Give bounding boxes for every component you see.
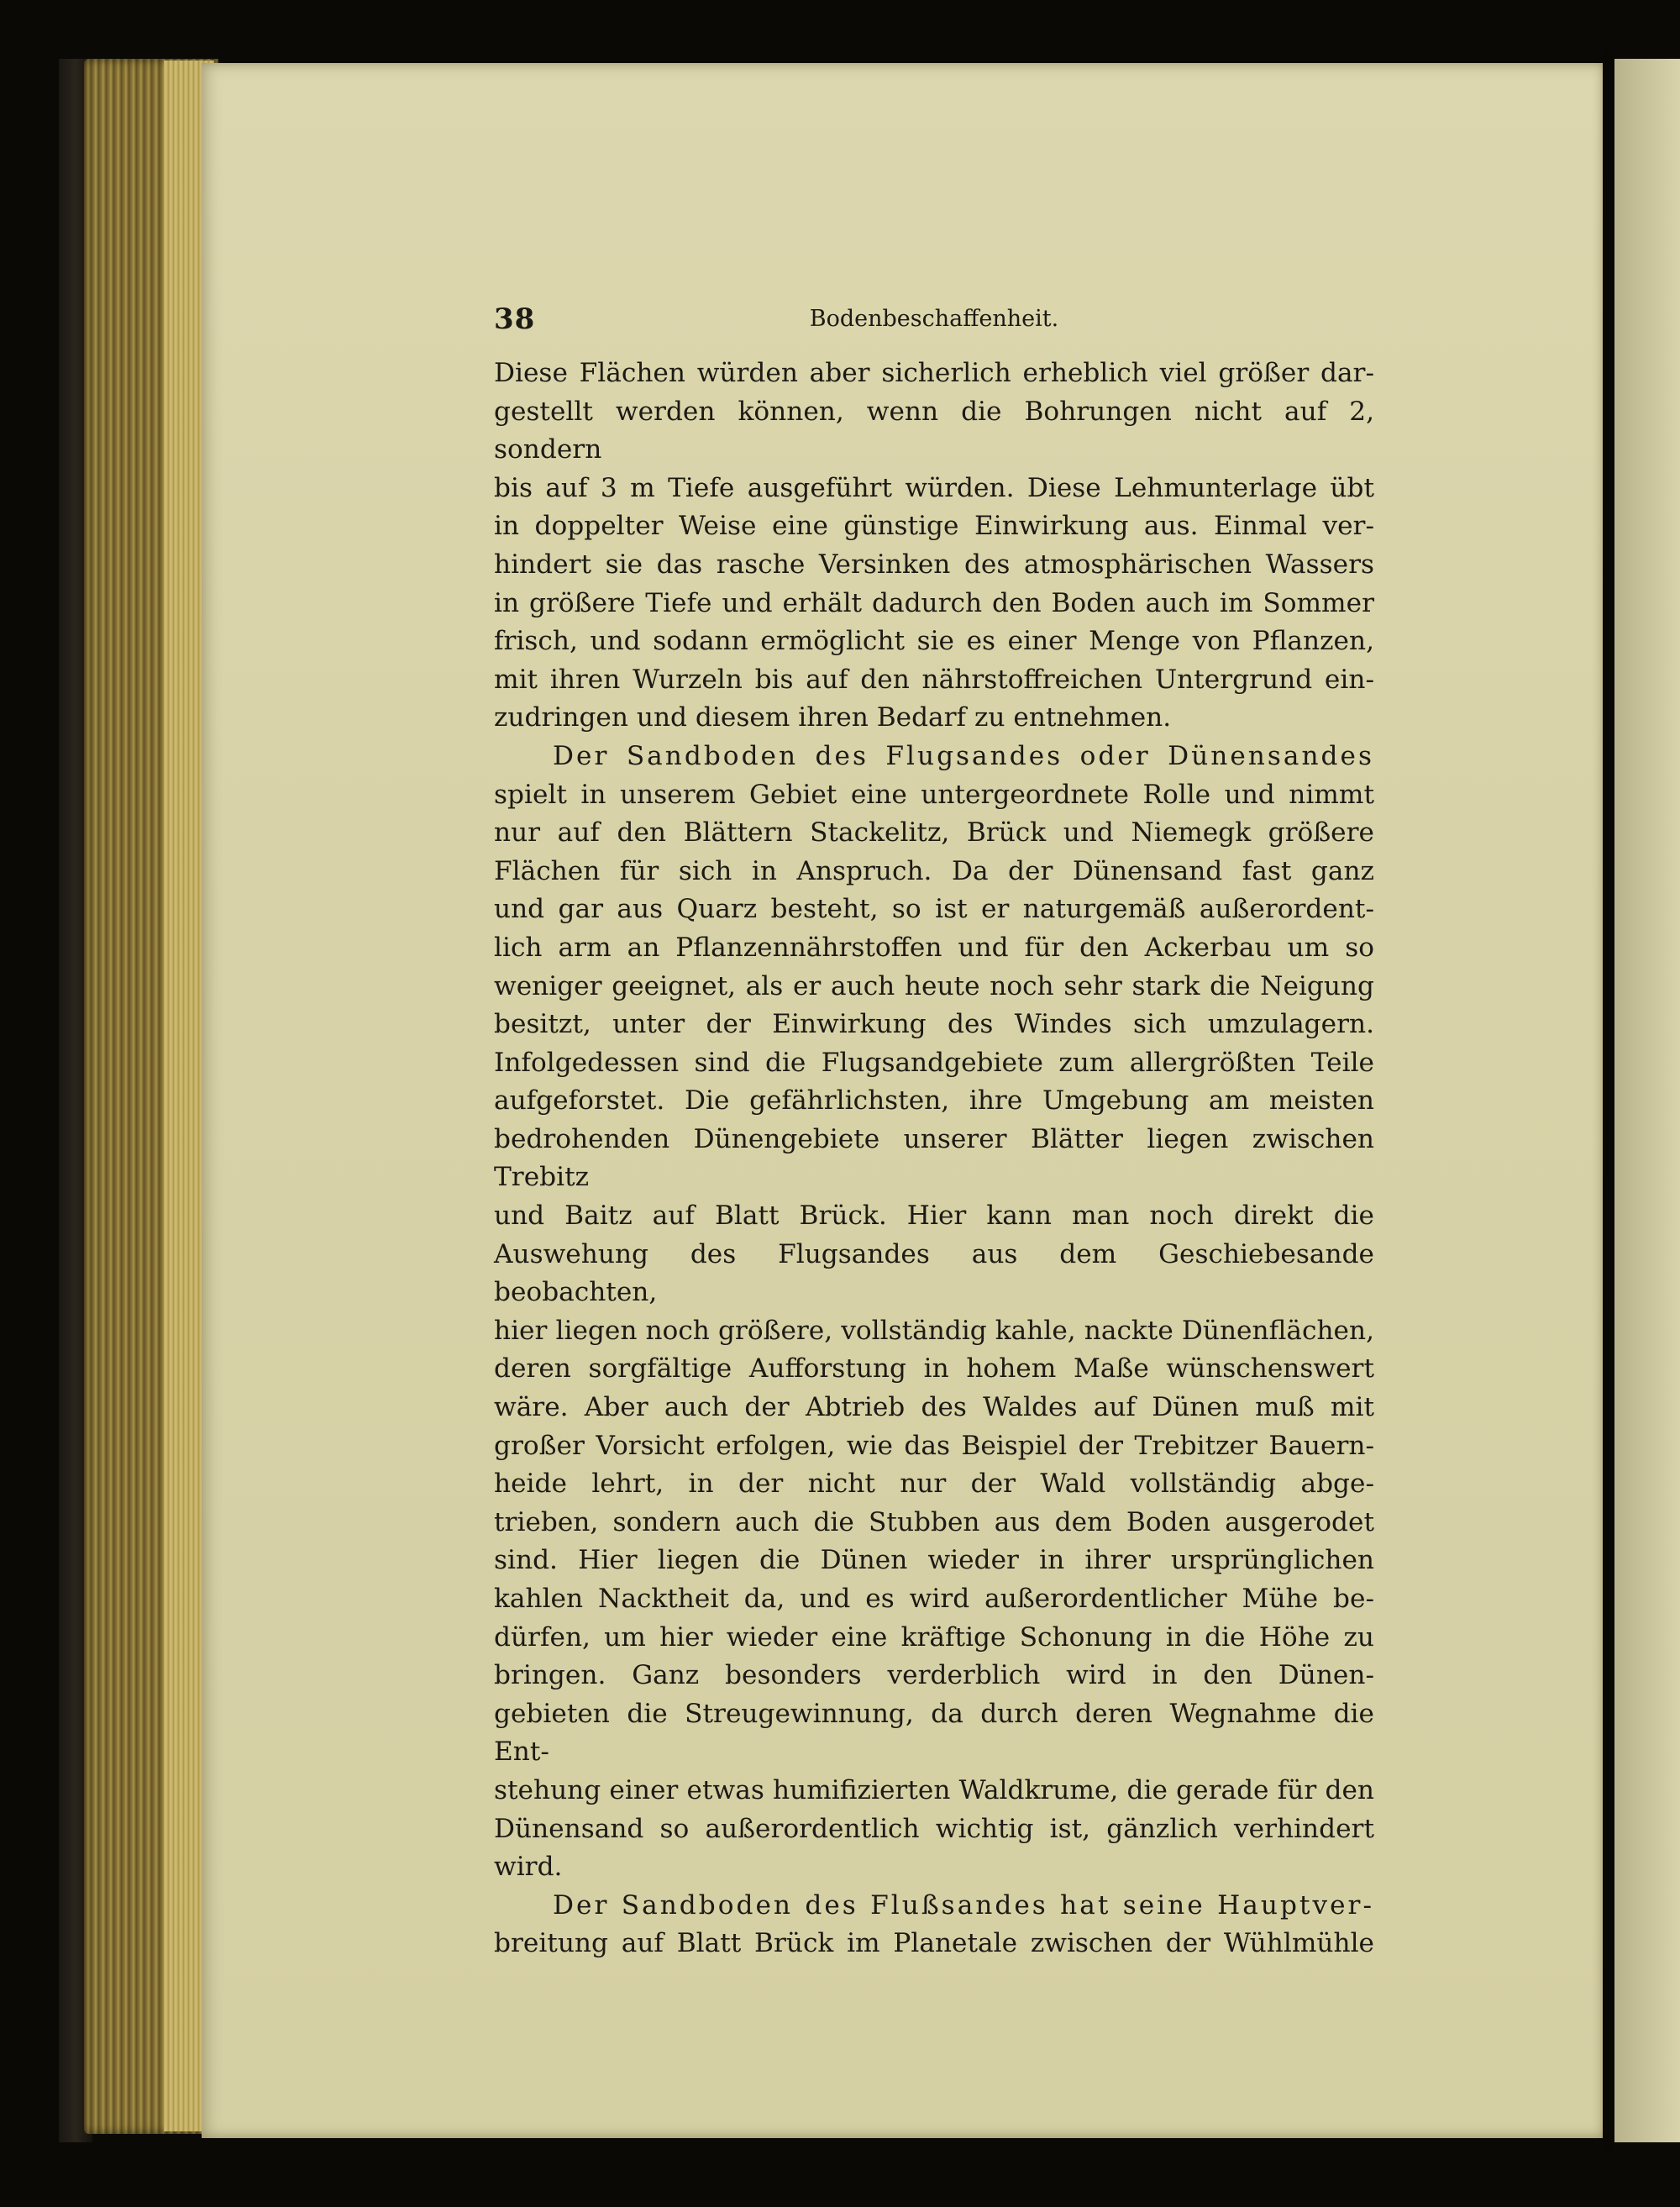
text-line: in doppelter Weise eine günstige Einwirkung aus. Einmal ver- [494,511,1374,542]
facing-page-edge [1614,59,1680,2142]
text-line: zudringen und diesem ihren Bedarf zu entnehmen. [494,702,1172,733]
text-line: Der Sandboden des Flugsandes oder Dünensandes [553,740,1374,771]
text-line: Diese Flächen würden aber sicherlich erheblich viel größer dar- [494,358,1374,388]
text-line: kahlen Nacktheit da, und es wird außerordentlicher Mühe be- [494,1584,1374,1614]
text-line: bis auf 3 m Tiefe ausgeführt würden. Diese Lehmunterlage übt [494,472,1374,503]
text-line: weniger geeignet, als er auch heute noch sehr stark die Neigung [494,970,1374,1001]
text-line: wäre. Aber auch der Abtrieb des Waldes auf Dünen muß mit [494,1392,1374,1423]
text-line: aufgeforstet. Die gefährlichsten, ihre Umgebung am meisten [494,1085,1374,1117]
text-line: trieben, sondern auch die Stubben aus dem Boden ausgerodet [494,1506,1374,1537]
text-line: in größere Tiefe und erhält dadurch den Boden auch im Sommer [494,587,1374,618]
text-line: hindert sie das rasche Versinken des atmosphärischen Wassers [494,549,1374,580]
text-line: besitzt, unter der Einwirkung des Windes sich umzulagern. [494,1009,1374,1040]
text-line: sind. Hier liegen die Dünen wieder in ihrer ursprünglichen [494,1545,1374,1576]
gutter-shadow [1603,50,1614,2151]
text-line: hier liegen noch größere, vollständig kahle, nackte Dünenflächen, [494,1315,1374,1346]
page-text-block [494,302,1374,1963]
text-line: mit ihren Wurzeln bis auf den nährstoffreichen Untergrund ein- [494,664,1374,695]
page-header [494,302,1374,343]
text-line: bringen. Ganz besonders verderblich wird in den Dünen- [494,1660,1374,1691]
running-head: Bodenbeschaffenheit. [809,306,1059,332]
text-line: heide lehrt, in der nicht nur der Wald vollständig abge- [494,1469,1374,1500]
text-line: und Baitz auf Blatt Brück. Hier kann man noch direkt die [494,1201,1374,1232]
text-line: spielt in unserem Gebiet eine untergeordnete Rolle und nimmt [494,779,1374,810]
text-line: Dünensand so außerordentlich wichtig ist, gänzlich verhindert wird. [494,1813,1374,1883]
text-line: und gar aus Quarz besteht, so ist er naturgemäß außerordent- [494,894,1374,925]
text-line: frisch, und sodann ermöglicht sie es einer Menge von Pflanzen, [494,626,1374,657]
text-line: gebieten die Streugewinnung, da durch deren Wegnahme die Ent- [494,1698,1374,1768]
text-line: gestellt werden können, wenn die Bohrungen nicht auf 2, sondern [494,396,1374,465]
text-line: lich arm an Pflanzennährstoffen und für den Ackerbau um so [494,932,1374,963]
text-line: bedrohenden Dünengebiete unserer Blätter liegen zwischen Trebitz [494,1123,1374,1193]
body-text [494,355,1374,1963]
text-line: nur auf den Blättern Stackelitz, Brück und Niemegk größere [494,817,1374,849]
text-line: Auswehung des Flugsandes aus dem Geschiebesande beobachten, [494,1238,1374,1308]
text-line: Infolgedessen sind die Flugsandgebiete zum allergrößten Teile [494,1047,1374,1078]
text-line: breitung auf Blatt Brück im Planetale zwischen der Wühlmühle [494,1928,1374,1959]
page-number: 38 [494,302,536,336]
text-line: stehung einer etwas humifizierten Waldkrume, die gerade für den [494,1774,1374,1805]
text-line: dürfen, um hier wieder eine kräftige Schonung in die Höhe zu [494,1621,1374,1653]
text-line: Flächen für sich in Anspruch. Da der Dünensand fast ganz [494,855,1374,886]
text-line: Der Sandboden des Flußsandes hat seine Hauptver- [553,1889,1374,1921]
text-line: großer Vorsicht erfolgen, wie das Beispiel der Trebitzer Bauern- [494,1430,1374,1461]
text-line: deren sorgfältige Aufforstung in hohem Maße wünschenswert [494,1353,1374,1385]
